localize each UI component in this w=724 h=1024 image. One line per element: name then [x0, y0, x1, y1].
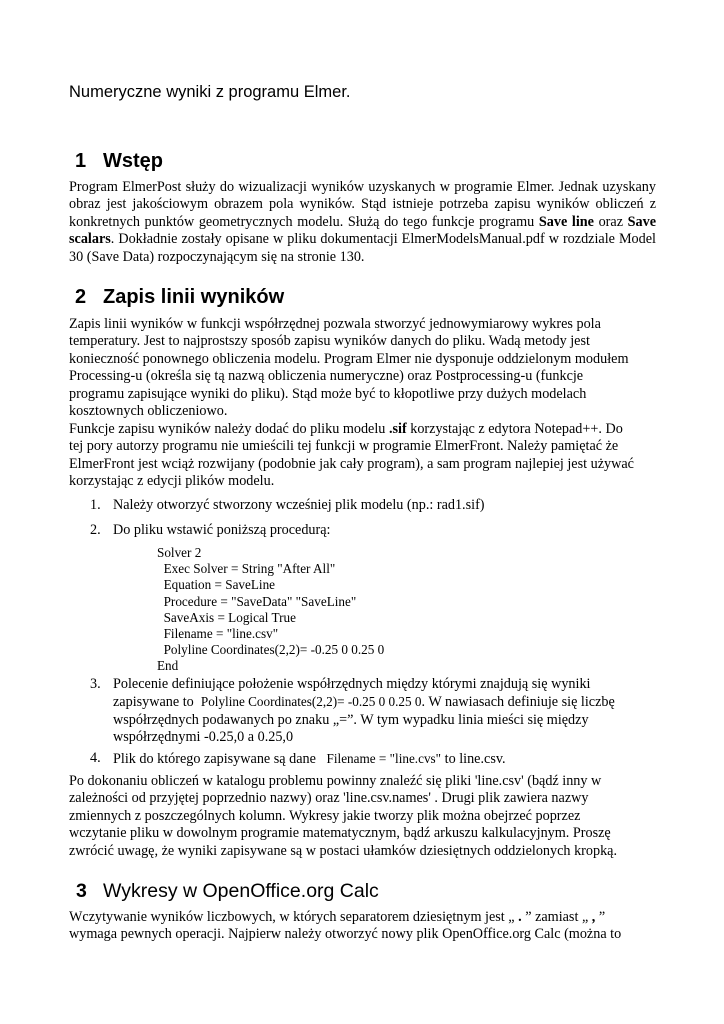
- section-2-heading: [69, 286, 284, 309]
- section-1-title: Wstęp: [103, 150, 163, 172]
- list-item-3: [90, 676, 650, 746]
- polyline-inline-code: Polyline Coordinates(2,2)= -0.25 0 0.25 0: [200, 694, 422, 710]
- p2-text-a: Funkcje zapisu wyników należy dodać do pliku modelu: [69, 421, 389, 437]
- section-3-heading: [69, 880, 379, 903]
- solver-code-block: Solver 2 Exec Solver = String "After All" Equation = SaveLine Procedure = "SaveData" "SaveLine" SaveAxis = Logical True Filename = "line.csv" Polyline Coordinates(2,2)= -0.25 0 0.25 0 End: [157, 545, 385, 674]
- p2-text-c: korzystając z edytora Notepad++. Do tej pory autorzy programu nie umieścili tej funkcji w programie ElmerFront. Należy pamiętać że ElmerFront jest wciąż rozwijany (podobnie jak cały program), a sam program najlepiej jest używać korzystając z edycji plików modelu.: [69, 421, 634, 490]
- list-text: Należy otworzyć stworzony wcześniej plik modelu (np.: rad1.sif): [113, 497, 485, 513]
- list-text: Do pliku wstawić poniższą procedurą:: [113, 522, 331, 538]
- comma-separator: ,: [591, 909, 596, 925]
- section-2-paragraph-3: Po dokonaniu obliczeń w katalogu problemu powinny znaleźć się pliki 'line.csv' (bądź inny w zależności od przyjętej poprzednio nazwy) oraz 'line.csv.names' . Drugi plik zawiera nazwy zmiennych z poszczególnych kolumn. Wykresy jakie tworzy plik można obejrzeć poprzez wczytanie pliku w dowolnym programie matematycznym, bądź arkuszu kalkulacyjnym. Proszę zwrócić uwagę, że wyniki zapisywane są w postaci ułamków dziesiętnych oddzielonych kropką.: [69, 773, 618, 859]
- list-3-text-a: Polecenie definiujące położenie współrzędnych między którymi znajdują się wyniki zapisywane to: [113, 676, 591, 711]
- intro-text-3: . Dokładnie zostały opisane w pliku dokumentacji ElmerModelsManual.pdf w rozdziale Model 30 (Save Data) rozpoczynającym się na stronie 130.: [69, 231, 656, 265]
- list-3-text-c: . W nawiasach definiuje się liczbę współrzędnych podawanych po znaku „=”. W tym wypadku linia mieści się między współrzędnymi -0.25,0 a 0.25,0: [113, 694, 615, 746]
- section-1-heading: [69, 150, 163, 173]
- list-text: [113, 750, 653, 768]
- document-title: Numeryczne wyniki z programu Elmer.: [69, 83, 351, 101]
- list-4-text-c: to line.csv.: [441, 751, 506, 767]
- save-scalars-term: Save scalars: [69, 213, 656, 248]
- list-number: 3.: [90, 676, 101, 692]
- section-1-paragraph: [69, 179, 656, 266]
- intro-text-2: oraz: [593, 213, 628, 230]
- section-2-paragraph-2: [69, 421, 656, 491]
- sif-extension: .sif: [388, 421, 407, 437]
- list-text: [113, 676, 653, 747]
- section-2-title: Zapis linii wyników: [103, 286, 285, 308]
- intro-text-1: Program ElmerPost służy do wizualizacji wyników uzyskanych w programie Elmer. Jednak uzyskany obraz jest jakościowym obrazem pola wyników. Stąd istnieje potrzeba zapisu wyników obliczeń z konkretnych punktów geometrycznych modelu. Służą do tego funkcje programu: [69, 179, 656, 230]
- section-1-number: 1: [75, 150, 87, 172]
- p3-text-e: ” wymaga pewnych operacji. Najpierw należy otworzyć nowy plik OpenOffice.org Calc (można to: [69, 909, 622, 943]
- dot-separator: .: [518, 909, 522, 925]
- section-2-paragraph-1: Zapis linii wyników w funkcji współrzędnej pozwala stworzyć jednowymiarowy wykres pola temperatury. Jest to najprostszy sposób zapisu wyników danych do pliku. Wadą metody jest konieczność ponownego obliczenia modelu. Program Elmer nie dysponuje oddzielonym modułem Processing-u (określa się tą nazwą obliczenia numeryczne) oraz Postprocessing-u (funkcje programu zapisujące wyniki do pliku). Stąd może być to kłopotliwe przy dużych modelach kosztownych obliczeniowo.: [69, 316, 629, 420]
- list-number: 2.: [90, 522, 101, 538]
- section-3-title: Wykresy w OpenOffice.org Calc: [103, 880, 379, 902]
- section-3-paragraph-1: [69, 909, 656, 944]
- section-2-number: 2: [75, 286, 87, 308]
- section-3-number: 3: [76, 880, 87, 902]
- p3-text-c: ” zamiast „: [521, 909, 592, 925]
- save-line-term: Save line: [538, 213, 594, 230]
- list-number: 1.: [90, 497, 101, 513]
- list-number: 4.: [90, 750, 101, 766]
- p3-text-a: Wczytywanie wyników liczbowych, w których separatorem dziesiętnym jest „: [69, 909, 519, 925]
- filename-inline-code: Filename = "line.cvs": [326, 751, 442, 766]
- list-4-text-a: Plik do którego zapisywane są dane: [113, 751, 327, 767]
